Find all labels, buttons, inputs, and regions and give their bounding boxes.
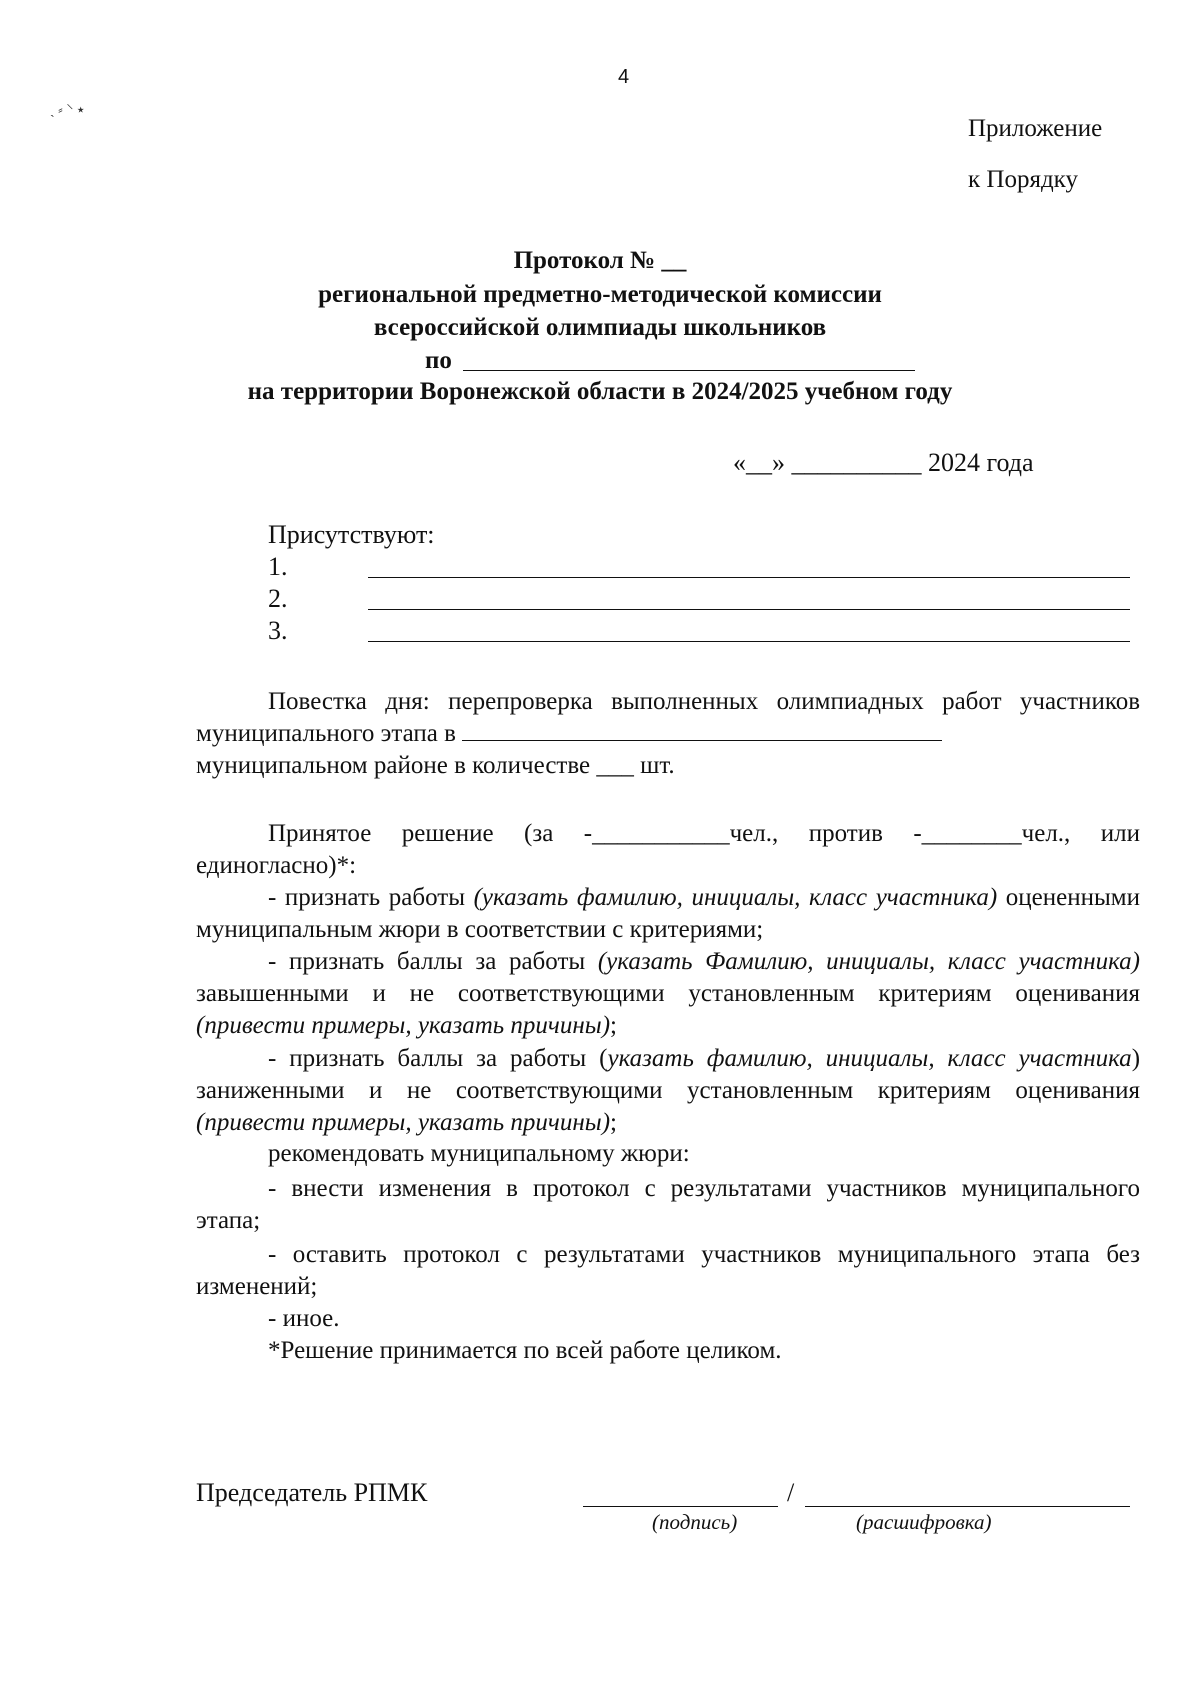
decision-item-1-text: - признать работы: [268, 884, 474, 911]
decision-item-3-hint: указать фамилию, инициалы, класс участника: [607, 1045, 1132, 1072]
chairman-label: Председатель РПМК: [196, 1478, 428, 1507]
recommend-item-3: - иное.: [268, 1305, 340, 1332]
decision-item-3-end: ;: [610, 1109, 617, 1136]
decode-line: [805, 1506, 1130, 1507]
present-item-3: 3.: [268, 616, 288, 645]
signature-line: [583, 1506, 778, 1507]
region-year-title: на территории Воронежской области в 2024/2025 учебном году: [247, 378, 953, 405]
decision-item-2: [196, 946, 1140, 1042]
page-number: 4: [618, 66, 630, 88]
decision-item-2-text-mid: завышенными и не соответствующими установленным критериям оценивания: [196, 980, 1140, 1007]
agenda-paragraph: [196, 686, 1140, 750]
district-blank-line: [462, 718, 942, 741]
decision-item-2-text: - признать баллы за работы: [268, 948, 598, 975]
decision-item-3-text: - признать баллы за работы (: [268, 1045, 608, 1072]
scan-specks: ˎ ⸗ ⸌ ٭: [50, 103, 85, 118]
decision-item-3: [196, 1043, 1140, 1139]
protocol-date: «__» __________ 2024 года: [733, 448, 1034, 477]
annex-label: Приложение: [968, 115, 1103, 142]
signature-slash: /: [787, 1478, 795, 1507]
agenda-text: Повестка дня: перепроверка выполненных олимпиадных работ участников муниципального этапа в: [196, 688, 1140, 747]
decision-item-2-end: ;: [610, 1012, 617, 1039]
recommend-item-1: - внести изменения в протокол с результатами участников муниципального этапа;: [196, 1175, 1140, 1234]
present-line-1: [368, 577, 1130, 578]
decision-item-1-text-end: оцененными муниципальным жюри в соответствии с критериями;: [196, 884, 1140, 943]
present-line-3: [368, 641, 1130, 642]
present-item-1: 1.: [268, 552, 288, 581]
present-line-2: [368, 609, 1130, 610]
subject-prefix: по: [425, 347, 452, 374]
recommend-item-2: - оставить протокол с результатами участников муниципального этапа без изменений;: [196, 1241, 1140, 1300]
protocol-title: Протокол № __: [513, 247, 687, 274]
decision-item-1: [196, 882, 1140, 946]
decode-caption: (расшифровка): [856, 1510, 992, 1534]
decision-item-1-hint: (указать фамилию, инициалы, класс участника): [473, 884, 998, 911]
agenda-count: муниципальном районе в количестве ___ шт.: [196, 752, 675, 779]
decision-item-2-hint: (указать Фамилию, инициалы, класс участника): [597, 948, 1140, 975]
commission-title: региональной предметно-методической комиссии: [318, 281, 882, 308]
subject-blank-line: [463, 370, 915, 371]
decision-note: *Решение принимается по всей работе целиком.: [268, 1337, 782, 1364]
recommend-heading: рекомендовать муниципальному жюри:: [268, 1140, 690, 1167]
olympiad-title: всероссийской олимпиады школьников: [373, 314, 827, 341]
decision-item-2-hint-2: (привести примеры, указать причины): [196, 1012, 611, 1039]
annex-order-ref: к Порядку: [968, 166, 1078, 193]
present-title: Присутствуют:: [268, 520, 435, 549]
decision-item-3-text-mid: ) заниженными и не соответствующими установленным критериям оценивания: [196, 1045, 1141, 1104]
present-item-2: 2.: [268, 584, 288, 613]
decision-item-3-hint-2: (привести примеры, указать причины): [196, 1109, 611, 1136]
signature-caption: (подпись): [652, 1510, 738, 1534]
decision-intro: Принятое решение (за -___________чел., против -________чел., или единогласно)*:: [196, 820, 1140, 879]
